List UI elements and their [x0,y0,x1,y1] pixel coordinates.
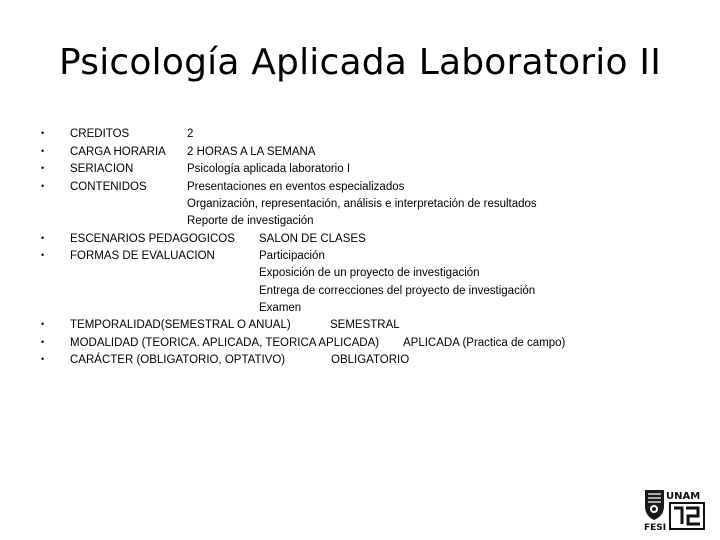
contenidos-value: Organización, representación, análisis e interpretación de resultados [187,198,537,210]
temporalidad-label: TEMPORALIDAD(SEMESTRAL O ANUAL) [70,319,291,331]
formas-label: FORMAS DE EVALUACION [70,250,215,262]
carga-value: 2 HORAS A LA SEMANA [187,146,316,158]
carga-label: CARGA HORARIA [70,146,166,158]
modalidad-value: APLICADA (Practica de campo) [403,337,566,349]
bullet-icon: • [41,337,45,347]
caracter-label: CARÁCTER (OBLIGATORIO, OPTATIVO) [70,354,286,366]
temporalidad-value: SEMESTRAL [330,319,400,331]
bullet-icon: • [41,233,45,243]
logo-text-fesi: FESI [644,523,667,532]
seriacion-value: Psicología aplicada laboratorio I [187,163,351,175]
contenidos-value: Presentaciones en eventos especializados [187,181,405,193]
formas-value: Exposición de un proyecto de investigación [259,267,480,279]
bullet-icon: • [41,181,45,191]
bullet-icon: • [41,146,45,156]
formas-value: Examen [259,302,302,314]
modalidad-label: MODALIDAD (TEORICA. APLICADA, TEORICA APLICADA) [70,337,380,349]
contenidos-value: Reporte de investigación [187,215,314,227]
caracter-value: OBLIGATORIO [331,354,410,366]
bullet-icon: • [41,319,45,329]
bullet-icon: • [41,128,45,138]
escenarios-value: SALON DE CLASES [259,233,366,245]
escenarios-label: ESCENARIOS PEDAGOGICOS [70,233,235,245]
logo-text-unam: UNAM [666,491,701,502]
creditos-label: CREDITOS [70,128,130,140]
seriacion-label: SERIACION [70,163,134,175]
unam-fesi-logo-graphic [642,486,708,532]
bullet-icon: • [41,354,45,364]
bullet-icon: • [41,250,45,260]
slide-title: Psicología Aplicada Laboratorio II [58,42,662,83]
bullet-icon: • [41,163,45,173]
unam-fesi-logo [642,486,708,532]
formas-value: Participación [259,250,325,262]
creditos-value: 2 [187,128,194,140]
contenidos-label: CONTENIDOS [70,181,147,193]
formas-value: Entrega de correcciones del proyecto de investigación [259,285,536,297]
